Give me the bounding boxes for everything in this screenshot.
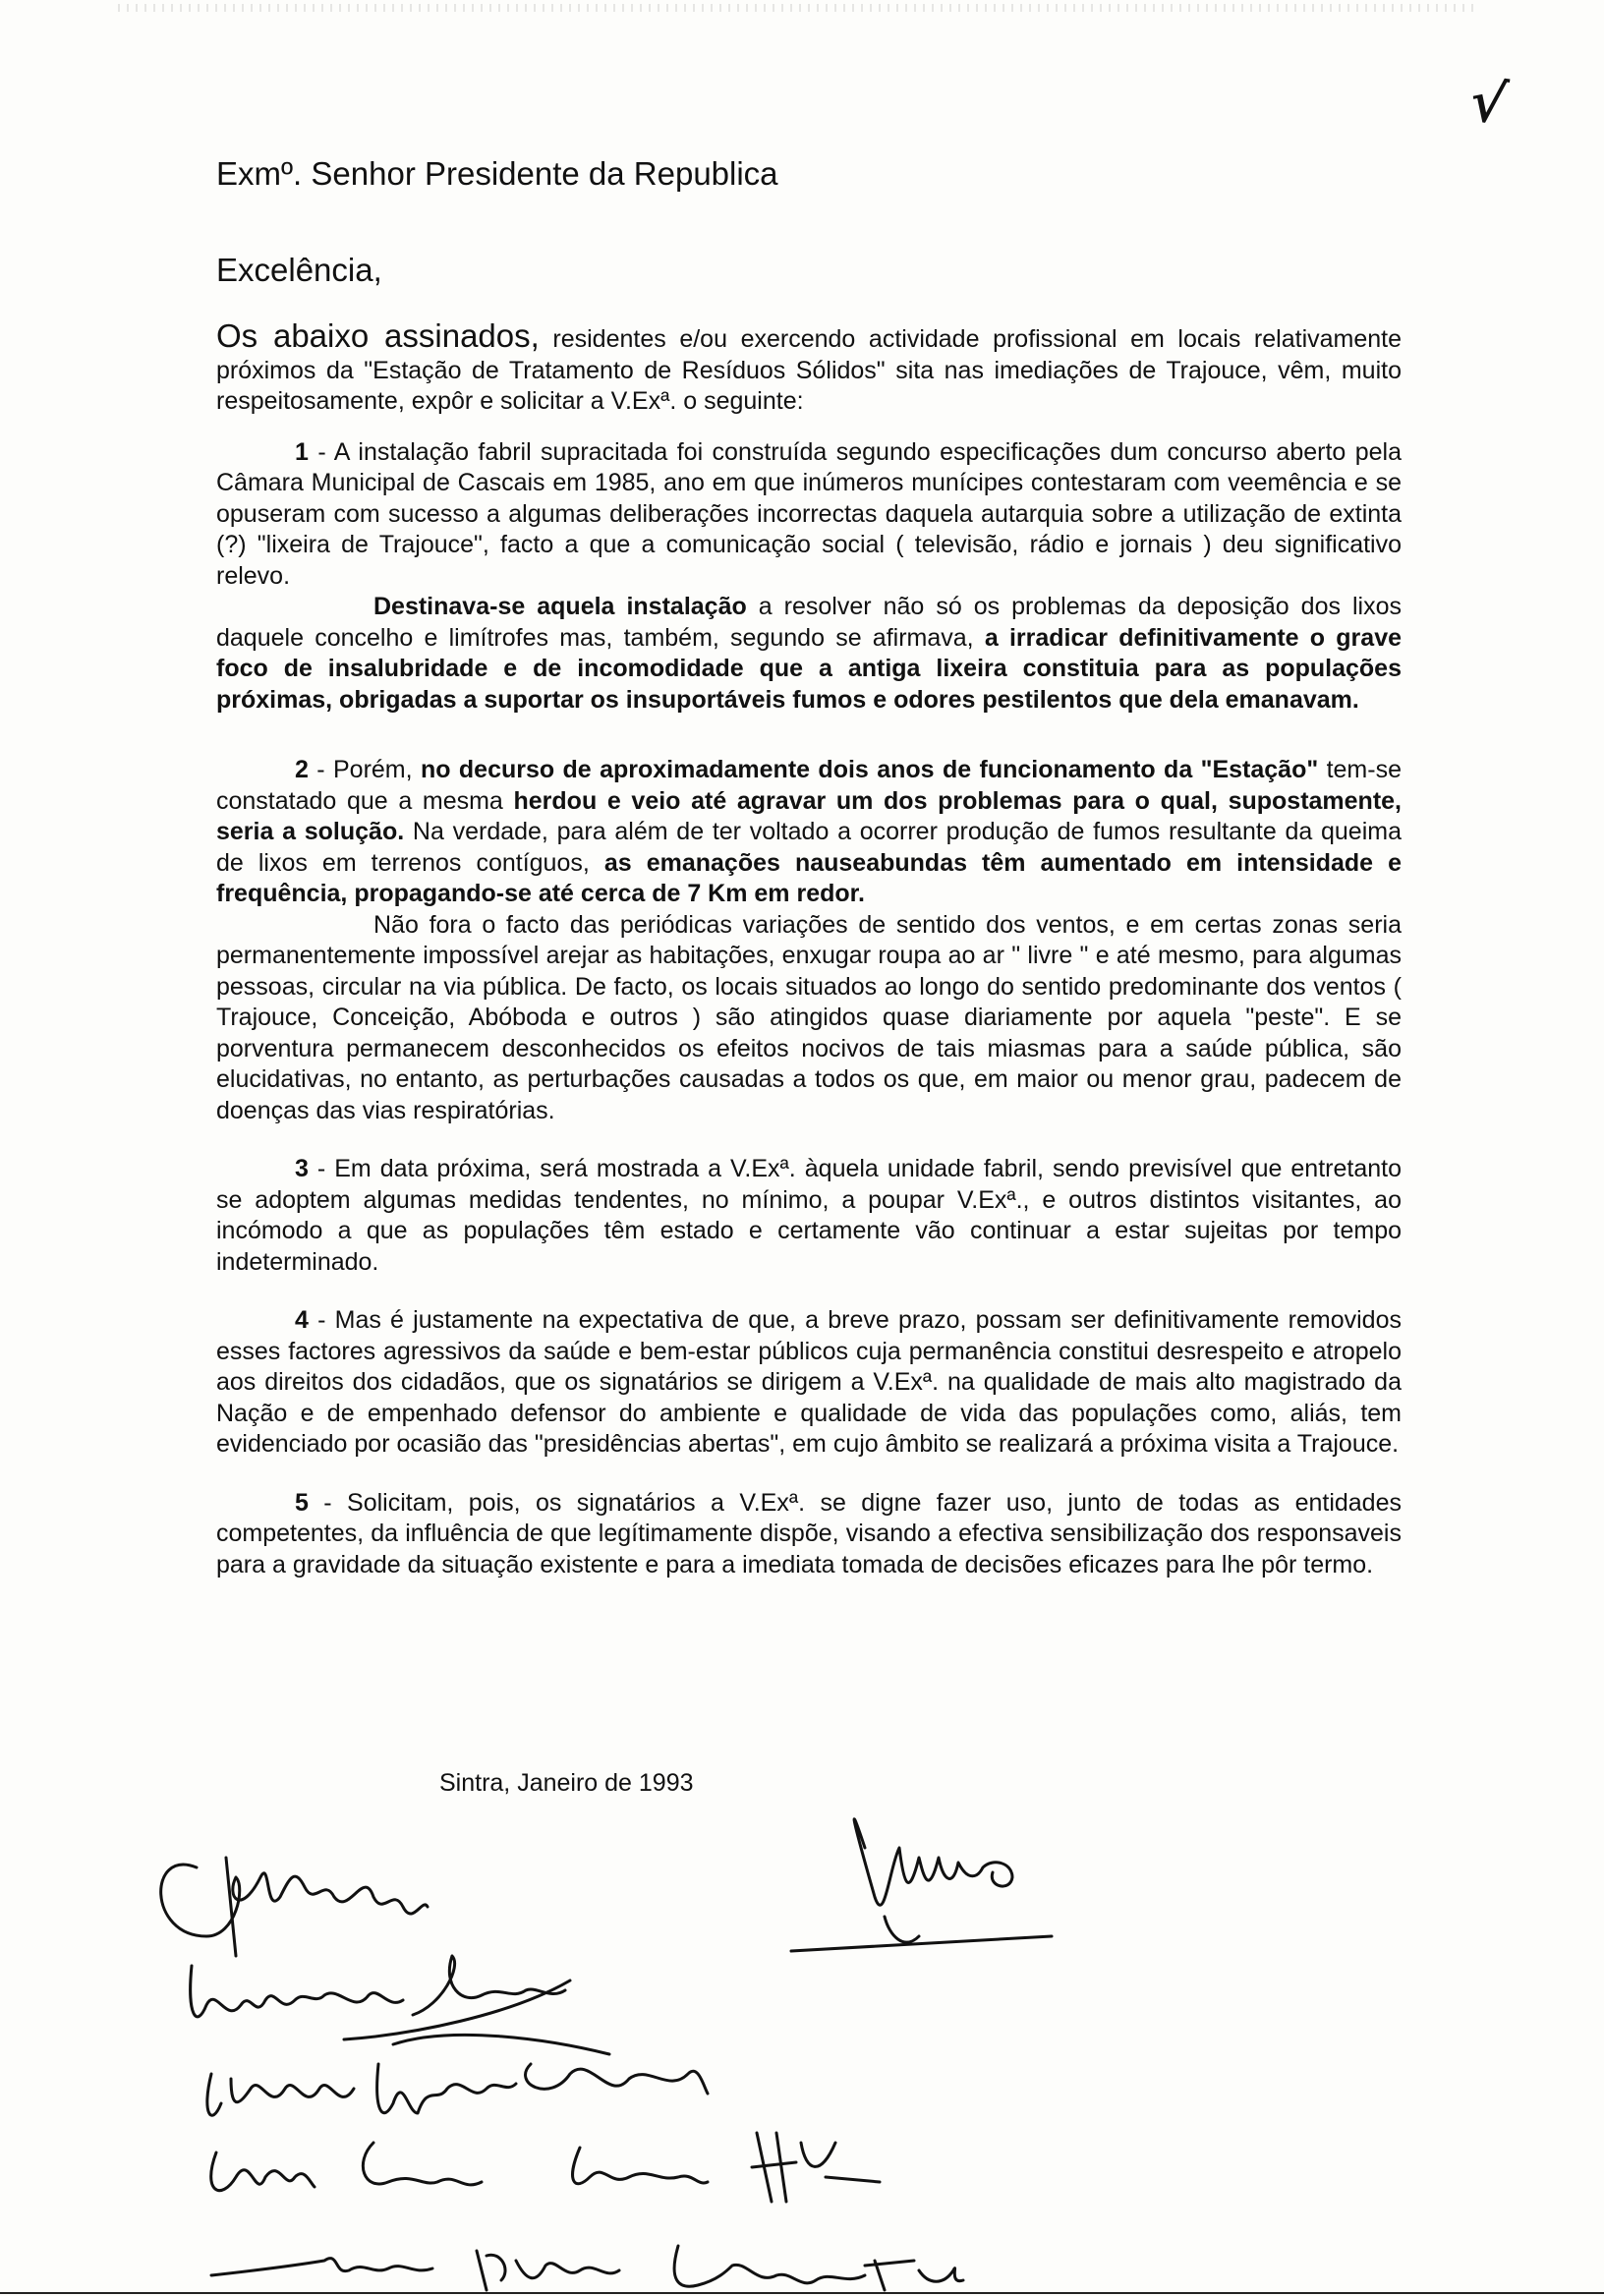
check-mark: √ bbox=[1465, 68, 1512, 139]
paragraph-3-text: - Em data próxima, será mostrada a V.Exª. àquela unidade fabril, sendo previsível que entretanto se adoptem algumas medidas tendentes, no mínimo, a poupar V.Exª., e outros distintos visitantes, ao incómodo a que as populações têm estado e certamente vão continuar a estar sujeitas por tempo indeterminado. bbox=[216, 1155, 1402, 1276]
salutation: Exmº. Senhor Presidente da Republica bbox=[216, 155, 778, 192]
paragraph-1-text: - A instalação fabril supracitada foi construída segundo especificações dum concurso aberto pela Câmara Municipal de Cascais em 1985, ano em que inúmeros munícipes contestaram com veemência e se opuseram com sucesso a algumas deliberações incorrectas daquela autarquia sobre a utilização de extinta (?) "lixeira de Trajouce", facto a que a comunicação social ( televisão, rádio e jornais ) deu significativo relevo. bbox=[216, 437, 1402, 590]
paragraph-2b-text: Não fora o facto das periódicas variações de sentido dos ventos, e em certas zonas seria permanentemente impossível arejar as habitações, enxugar roupa ao ar " livre " e até mesmo, para algumas pessoas, circular na via pública. De facto, os locais situados ao longo do sentido predominante dos ventos ( Trajouce, Conceição, Abóboda e outros ) são atingidos quase diariamente por aquela "peste". E se porventura permanecem desconhecidos os efeitos nocivos de tais miasmas para a saúde pública, são elucidativas, no entanto, as perturbações causadas a todos os que, em maior ou menor grau, padecem de doenças das vias respiratórias. bbox=[216, 910, 1402, 1124]
letter-body bbox=[216, 317, 1403, 1580]
paragraph-1-number: 1 bbox=[295, 437, 309, 466]
paragraph-2b bbox=[216, 910, 1402, 1127]
intro-text: residentes e/ou exercendo actividade profissional em locais relativamente próximos da "Estação de Tratamento de Resíduos Sólidos" sita nas imediações de Trajouce, vêm, muito respeitosamente, expôr e solicitar a V.Exª. o seguinte: bbox=[216, 325, 1403, 415]
scan-noise bbox=[118, 4, 1474, 12]
paragraph-2-bold3: as emanações nauseabundas têm aumentado em intensidade e frequência, propagando-se até cerca de 7 Km em redor. bbox=[216, 848, 1402, 907]
signature-3 bbox=[191, 1956, 570, 2039]
paragraph-5-number: 5 bbox=[295, 1488, 309, 1517]
paragraph-2-bold1: no decurso de aproximadamente dois anos de funcionamento da "Estação" bbox=[420, 756, 1319, 783]
paragraph-4-text: - Mas é justamente na expectativa de que, a breve prazo, possam ser definitivamente removidos esses factores agressivos da saúde e bem-estar públicos cuja permanência constitui desrespeito e atropelo aos direitos dos cidadãos, que os signatários se dirigem a V.Exª. na qualidade de mais alto magistrado da Nação e de empenhado defensor do ambiente e qualidade de vida das populações como, aliás, tem evidenciado por ocasião das "presidências abertas", em cujo âmbito se realizará a próxima visita a Trajouce. bbox=[216, 1306, 1402, 1458]
paragraph-2 bbox=[216, 755, 1402, 910]
paragraph-1 bbox=[216, 437, 1402, 593]
paragraph-5-text: - Solicitam, pois, os signatários a V.Exª. se digne fazer uso, junto de todas as entidades competentes, da influência de que legítimamente dispõe, visando a efectiva sensibilização dos responsaveis para a gravidade da situação existente e para a imediata tomada de decisões eficazes para lhe pôr termo. bbox=[216, 1488, 1402, 1578]
paragraph-2-text2: tem-se constatado que a mesma bbox=[216, 756, 1402, 815]
paragraph-3-number: 3 bbox=[295, 1155, 309, 1182]
paragraph-5 bbox=[216, 1488, 1402, 1581]
paragraph-1b-bold1: Destinava-se aquela instalação bbox=[373, 593, 747, 620]
paragraph-4 bbox=[216, 1305, 1402, 1461]
signatures-area bbox=[0, 1789, 1604, 2296]
paragraph-2-text3: Na verdade, para além de ter voltado a ocorrer produção de fumos resultante da queima de lixos em terrenos contíguos, bbox=[216, 818, 1402, 877]
signature-2 bbox=[161, 1858, 428, 1956]
signature-5 bbox=[211, 2133, 880, 2202]
signature-6 bbox=[211, 2246, 963, 2290]
paragraph-2-text1: - Porém, bbox=[308, 756, 421, 783]
intro-paragraph bbox=[216, 317, 1403, 418]
place-date: Sintra, Janeiro de 1993 bbox=[439, 1769, 694, 1797]
paragraph-2-number: 2 bbox=[295, 756, 309, 783]
bottom-edge bbox=[0, 2292, 1604, 2294]
paragraph-1b bbox=[216, 592, 1402, 716]
intro-lead: Os abaixo assinados, bbox=[216, 317, 540, 354]
signature-4 bbox=[207, 2035, 708, 2115]
signature-1 bbox=[791, 1819, 1052, 1951]
paragraph-2-bold2: herdou e veio até agravar um dos problemas para o qual, supostamente, seria a solução. bbox=[216, 786, 1403, 845]
paragraph-1b-text1: a resolver não só os problemas da deposição dos lixos daquele concelho e limítrofes mas, também, segundo se afirmava, bbox=[216, 593, 1402, 652]
paragraph-4-number: 4 bbox=[295, 1306, 309, 1334]
paragraph-3 bbox=[216, 1154, 1402, 1278]
paragraph-1b-bold2: a irradicar definitivamente o grave foco de insalubridade e de incomodidade que a antiga lixeira constituia para as populações próximas, obrigadas a suportar os insuportáveis fumos e odores pestilentos que dela emanavam. bbox=[216, 623, 1402, 714]
greeting: Excelência, bbox=[216, 252, 382, 288]
